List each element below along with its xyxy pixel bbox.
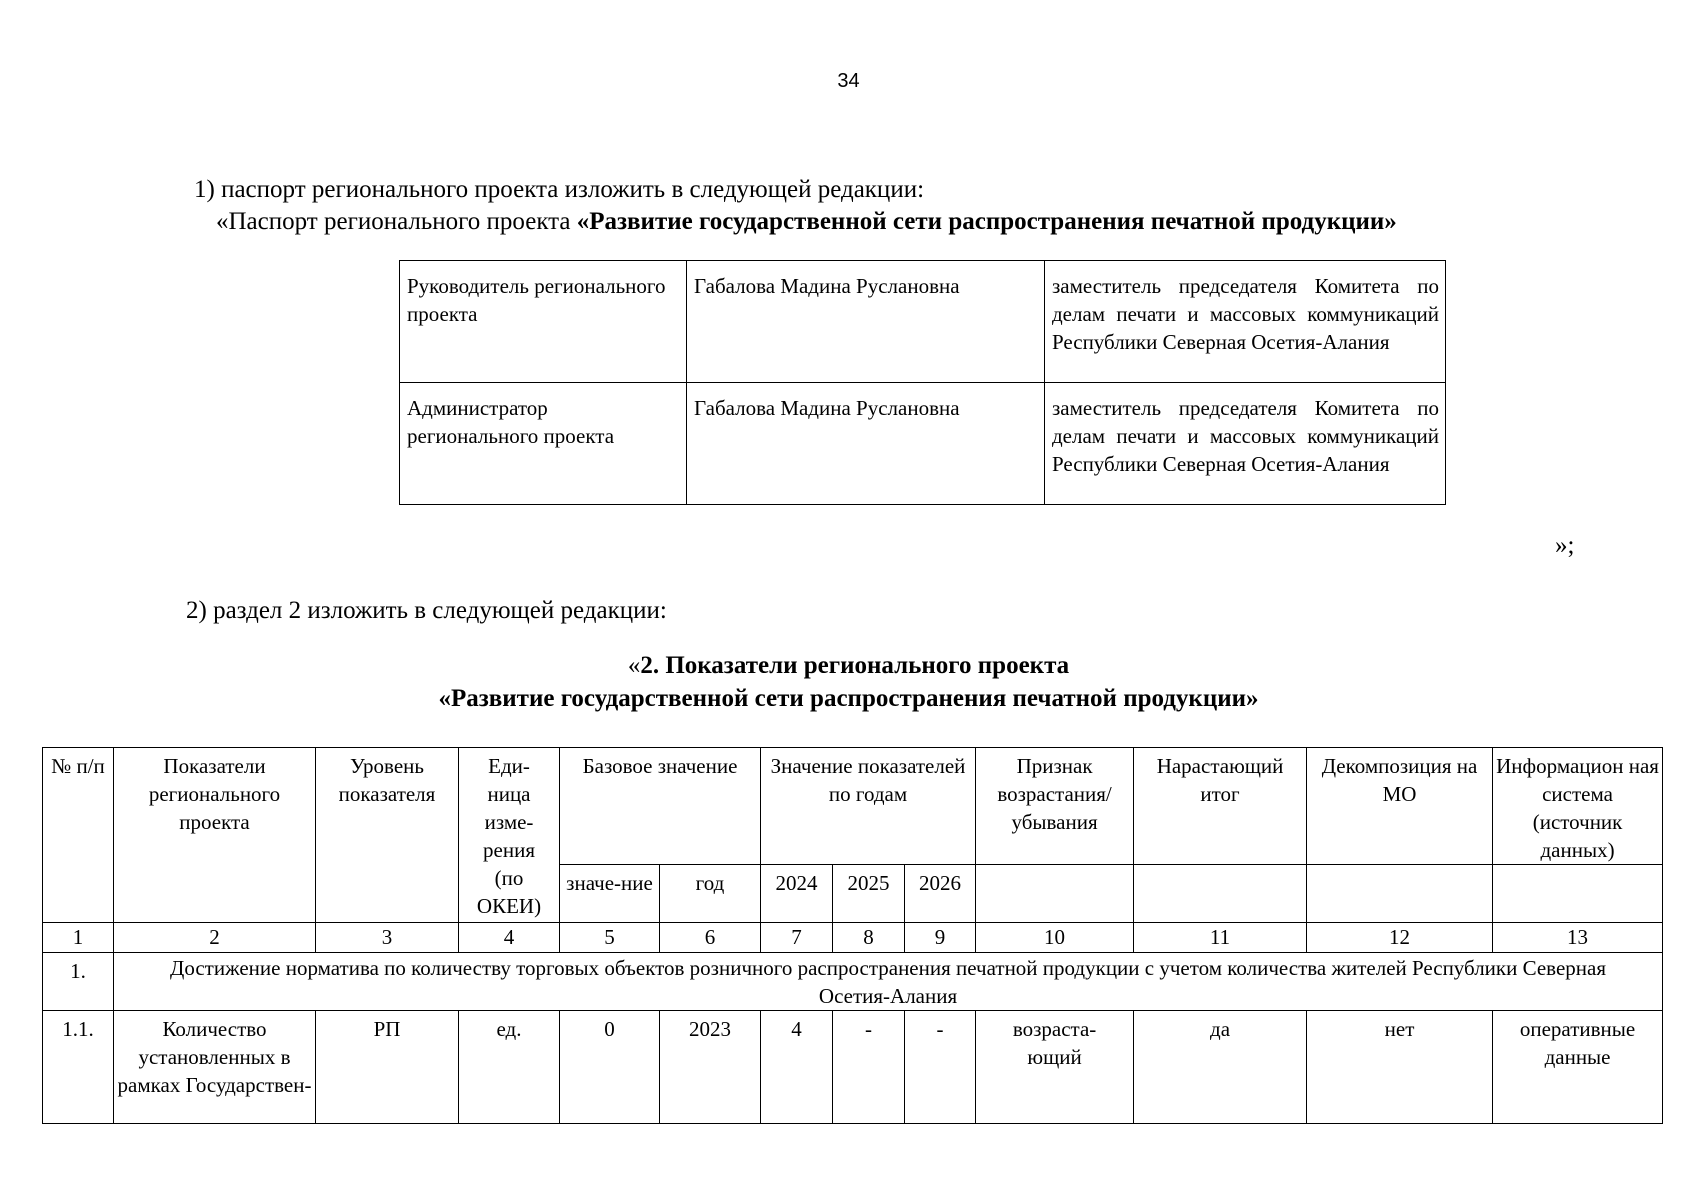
column-number: 7 [761, 923, 833, 953]
row-trend: возраста-ющий [976, 1011, 1134, 1124]
passport-row-head [400, 261, 1446, 383]
column-number: 8 [833, 923, 905, 953]
row-value-2025: - [833, 1011, 905, 1124]
header-level: Уровень показателя [316, 748, 459, 923]
passport-title-project-name: «Развитие государственной сети распространения печатной продукции» [576, 208, 1397, 235]
passport-person: Габалова Мадина Руслановна [687, 383, 1045, 505]
column-number: 11 [1134, 923, 1307, 953]
section-title-line-1 [0, 650, 1697, 682]
section-title-heading: 2. Показатели регионального проекта [640, 652, 1070, 679]
header-base-value: значе-ние [560, 865, 660, 923]
passport-position: заместитель председателя Комитета по делам печати и массовых коммуникаций Республики Северная Осетия-Алания [1045, 261, 1446, 383]
passport-role: Администратор регионального проекта [400, 383, 687, 505]
indicators-table [42, 747, 1663, 1124]
header-row-1 [43, 748, 1663, 865]
column-number: 13 [1493, 923, 1663, 953]
header-empty-cell [1134, 865, 1307, 923]
column-number: 5 [560, 923, 660, 953]
passport-role: Руководитель регионального проекта [400, 261, 687, 383]
passport-person: Габалова Мадина Руслановна [687, 261, 1045, 383]
item-2-text: 2) раздел 2 изложить в следующей редакции: [186, 597, 667, 624]
passport-title-prefix: «Паспорт регионального проекта [216, 208, 577, 235]
row-cumulative: да [1134, 1011, 1307, 1124]
row-base-year: 2023 [660, 1011, 761, 1124]
column-number: 9 [905, 923, 976, 953]
passport-position: заместитель председателя Комитета по делам печати и массовых коммуникаций Республики Северная Осетия-Алания [1045, 383, 1446, 505]
row-value-2026: - [905, 1011, 976, 1124]
section-title-line-2: «Развитие государственной сети распространения печатной продукции» [438, 685, 1259, 712]
column-number: 10 [976, 923, 1134, 953]
header-unit: Еди-ница изме-рения (по ОКЕИ) [459, 748, 560, 923]
row-level: РП [316, 1011, 459, 1124]
header-year-2025: 2025 [833, 865, 905, 923]
row-unit: ед. [459, 1011, 560, 1124]
header-cumulative: Нарастающий итог [1134, 748, 1307, 865]
table-row [43, 1011, 1663, 1124]
passport-title [216, 206, 1397, 238]
section-title-open-quote: « [627, 652, 641, 679]
header-trend: Признак возрастания/ убывания [976, 748, 1134, 865]
passport-table [399, 260, 1446, 505]
column-number: 6 [660, 923, 761, 953]
row-decomposition: нет [1307, 1011, 1493, 1124]
group-row [43, 953, 1663, 1011]
header-empty-cell [1307, 865, 1493, 923]
header-base-year: год [660, 865, 761, 923]
row-indicator: Количество установленных в рамках Государствен- [114, 1011, 316, 1124]
column-number: 4 [459, 923, 560, 953]
closing-quote: »; [1555, 532, 1575, 559]
passport-row-admin [400, 383, 1446, 505]
header-year-2024: 2024 [761, 865, 833, 923]
row-num: 1.1. [43, 1011, 114, 1124]
row-base-value: 0 [560, 1011, 660, 1124]
item-1-text: 1) паспорт регионального проекта изложить в следующей редакции: [194, 176, 925, 203]
header-num: № п/п [43, 748, 114, 923]
header-info-system: Информацион ная система (источник данных) [1493, 748, 1663, 865]
header-values-by-year: Значение показателей по годам [761, 748, 976, 865]
header-base: Базовое значение [560, 748, 761, 865]
page-number: 34 [837, 70, 860, 92]
group-title: Достижение норматива по количеству торговых объектов розничного распространения печатной продукции с учетом количества жителей Республики Северная Осетия-Алания [114, 953, 1663, 1011]
group-num: 1. [43, 953, 114, 1011]
column-numbers-row [43, 923, 1663, 953]
header-indicator: Показатели регионального проекта [114, 748, 316, 923]
header-decomposition: Декомпозиция на МО [1307, 748, 1493, 865]
header-year-2026: 2026 [905, 865, 976, 923]
row-value-2024: 4 [761, 1011, 833, 1124]
column-number: 12 [1307, 923, 1493, 953]
header-empty-cell [976, 865, 1134, 923]
column-number: 3 [316, 923, 459, 953]
header-empty-cell [1493, 865, 1663, 923]
row-info-system: оперативные данные [1493, 1011, 1663, 1124]
column-number: 2 [114, 923, 316, 953]
column-number: 1 [43, 923, 114, 953]
